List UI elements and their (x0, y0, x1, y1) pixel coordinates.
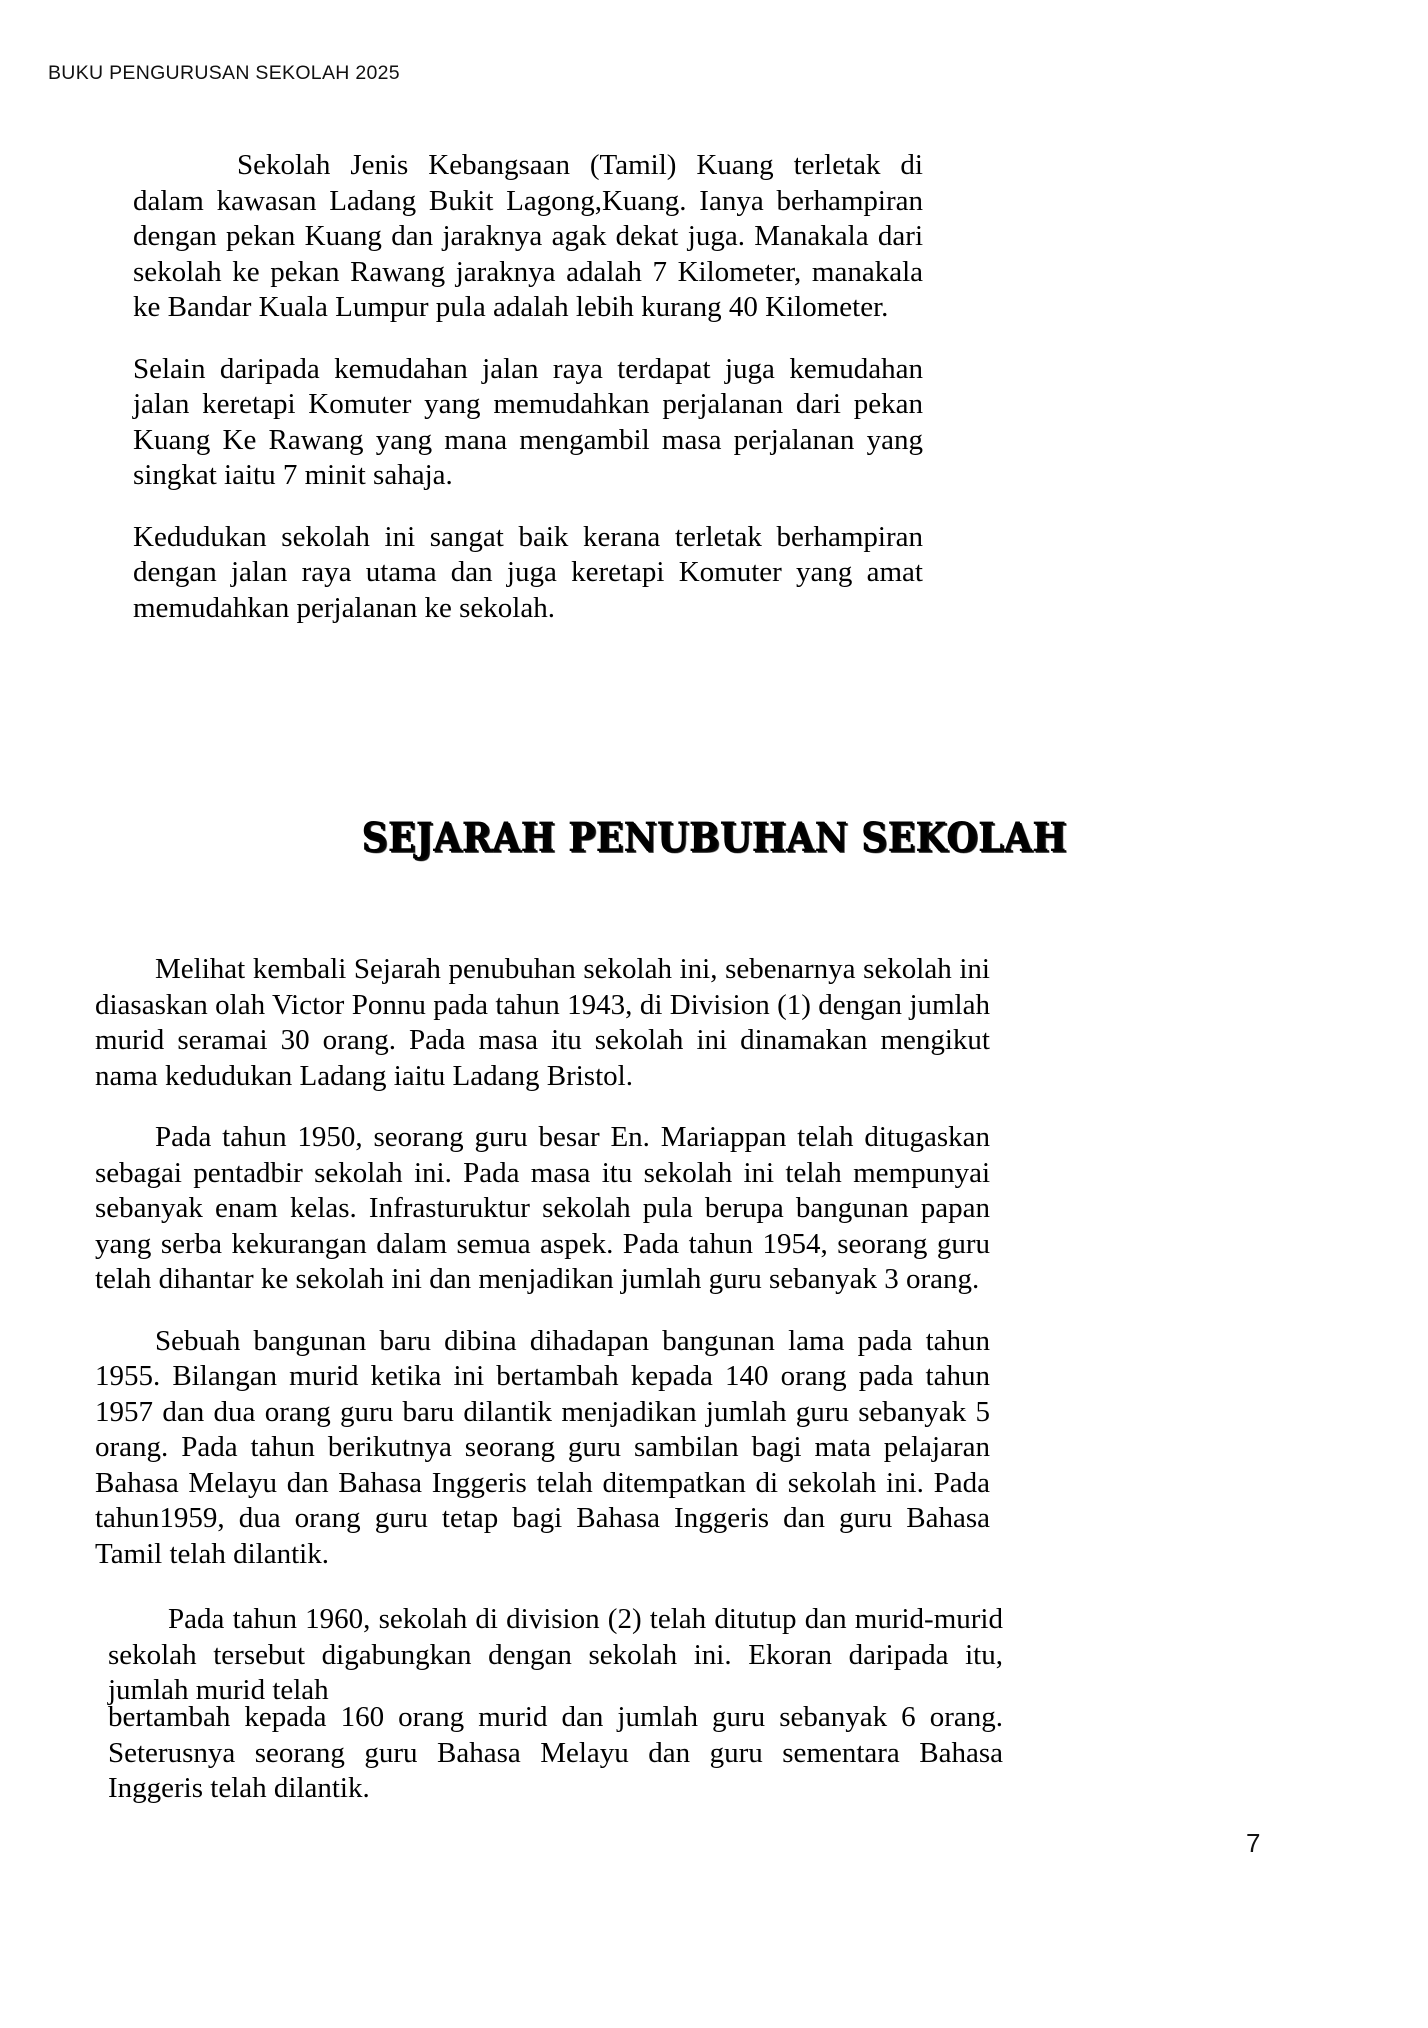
history-text-column-2 (108, 1602, 1003, 1709)
paragraph-intro-3: Kedudukan sekolah ini sangat baik kerana terletak berhampiran dengan jalan raya utama dan juga keretapi Komuter yang amat memudahkan perjalanan ke sekolah. (133, 520, 923, 624)
history-text-column-3 (108, 1700, 1003, 1807)
running-header: BUKU PENGURUSAN SEKOLAH 2025 (48, 62, 400, 84)
paragraph-history-5: bertambah kepada 160 orang murid dan jumlah guru sebanyak 6 orang. Seterusnya seorang guru Bahasa Melayu dan guru sementara Bahasa Inggeris telah dilantik. (108, 1701, 1003, 1805)
intro-text-column (133, 148, 923, 626)
section-heading-sejarah-penubuhan-sekolah: SEJARAH PENUBUHAN SEKOLAH (361, 814, 1067, 861)
paragraph-history-4: Pada tahun 1960, sekolah di division (2) telah ditutup dan murid-murid sekolah tersebut digabungkan dengan sekolah ini. Ekoran daripada itu, jumlah murid telah (108, 1603, 1003, 1707)
paragraph-history-1: Melihat kembali Sejarah penubuhan sekolah ini, sebenarnya sekolah ini diasaskan olah Victor Ponnu pada tahun 1943, di Division (1) dengan jumlah murid seramai 30 orang. Pada masa itu sekolah ini dinamakan mengikut nama kedudukan Ladang iaitu Ladang Bristol. (95, 953, 990, 1092)
paragraph-intro-1: Sekolah Jenis Kebangsaan (Tamil) Kuang terletak di dalam kawasan Ladang Bukit Lagong,Kuang. Ianya berhampiran dengan pekan Kuang dan jaraknya agak dekat juga. Manakala dari sekolah ke pekan Rawang jaraknya adalah 7 Kilometer, manakala ke Bandar Kuala Lumpur pula adalah lebih kurang 40 Kilometer. (133, 149, 923, 324)
history-section (0, 952, 1428, 1598)
history-section-tail (0, 1700, 1428, 1833)
paragraph-history-3: Sebuah bangunan baru dibina dihadapan bangunan lama pada tahun 1955. Bilangan murid ketika ini bertambah kepada 140 orang pada tahun 1957 dan dua orang guru baru dilantik menjadikan jumlah guru sebanyak 5 orang. Pada tahun berikutnya seorang guru sambilan bagi mata pelajaran Bahasa Melayu dan Bahasa Inggeris telah ditempatkan di sekolah ini. Pada tahun1959, dua orang guru tetap bagi Bahasa Inggeris dan guru Bahasa Tamil telah dilantik. (95, 1324, 990, 1570)
history-text-column (95, 952, 990, 1572)
paragraph-intro-2: Selain daripada kemudahan jalan raya terdapat juga kemudahan jalan keretapi Komuter yang memudahkan perjalanan dari pekan Kuang Ke Rawang yang mana mengambil masa perjalanan yang singkat iaitu 7 minit sahaja. (133, 352, 923, 492)
paragraph-history-2: Pada tahun 1950, seorang guru besar En. Mariappan telah ditugaskan sebagai pentadbir sekolah ini. Pada masa itu sekolah ini telah mempunyai sebanyak enam kelas. Infrasturuktur sekolah pula berupa bangunan papan yang serba kekurangan dalam semua aspek. Pada tahun 1954, seorang guru telah dihantar ke sekolah ini dan menjadikan jumlah guru sebanyak 3 orang. (95, 1121, 990, 1296)
intro-section (0, 148, 1428, 652)
page-number: 7 (1246, 1828, 1261, 1858)
